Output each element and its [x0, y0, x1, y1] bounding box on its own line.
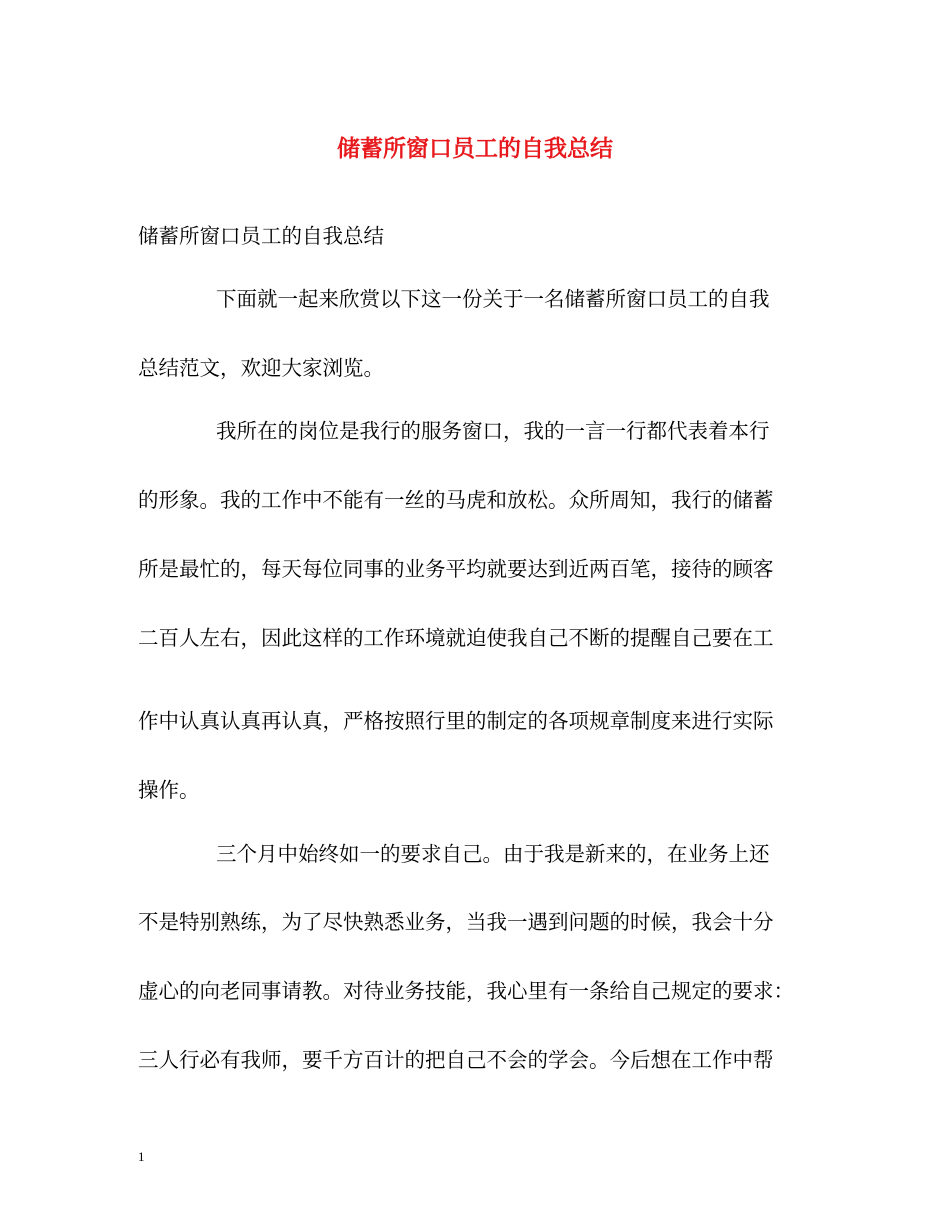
- paragraph-line: 所是最忙的，每天每位同事的业务平均就要达到近两百笔，接待的顾客: [138, 557, 774, 581]
- paragraph-line: 二百人左右，因此这样的工作环境就迫使我自己不断的提醒自己要在工: [138, 626, 774, 650]
- page-number: 1: [138, 1149, 145, 1164]
- document-subtitle: 储蓄所窗口员工的自我总结: [138, 224, 384, 248]
- paragraph-line: 虚心的向老同事请教。对待业务技能，我心里有一条给自己规定的要求：: [138, 979, 794, 1003]
- paragraph-line: 总结范文，欢迎大家浏览。: [138, 356, 384, 380]
- paragraph-line: 三个月中始终如一的要求自己。由于我是新来的，在业务上还: [216, 842, 770, 866]
- paragraph-line: 的形象。我的工作中不能有一丝的马虎和放松。众所周知，我行的储蓄: [138, 488, 774, 512]
- paragraph-line: 我所在的岗位是我行的服务窗口，我的一言一行都代表着本行: [216, 419, 770, 443]
- paragraph-line: 下面就一起来欣赏以下这一份关于一名储蓄所窗口员工的自我: [216, 287, 770, 311]
- paragraph-line: 操作。: [138, 778, 200, 802]
- paragraph-line: 作中认真认真再认真，严格按照行里的制定的各项规章制度来进行实际: [138, 709, 774, 733]
- paragraph-line: 三人行必有我师，要千方百计的把自己不会的学会。今后想在工作中帮: [138, 1048, 774, 1072]
- document-title: 储蓄所窗口员工的自我总结: [337, 135, 613, 162]
- paragraph-line: 不是特别熟练，为了尽快熟悉业务，当我一遇到问题的时候，我会十分: [138, 910, 774, 934]
